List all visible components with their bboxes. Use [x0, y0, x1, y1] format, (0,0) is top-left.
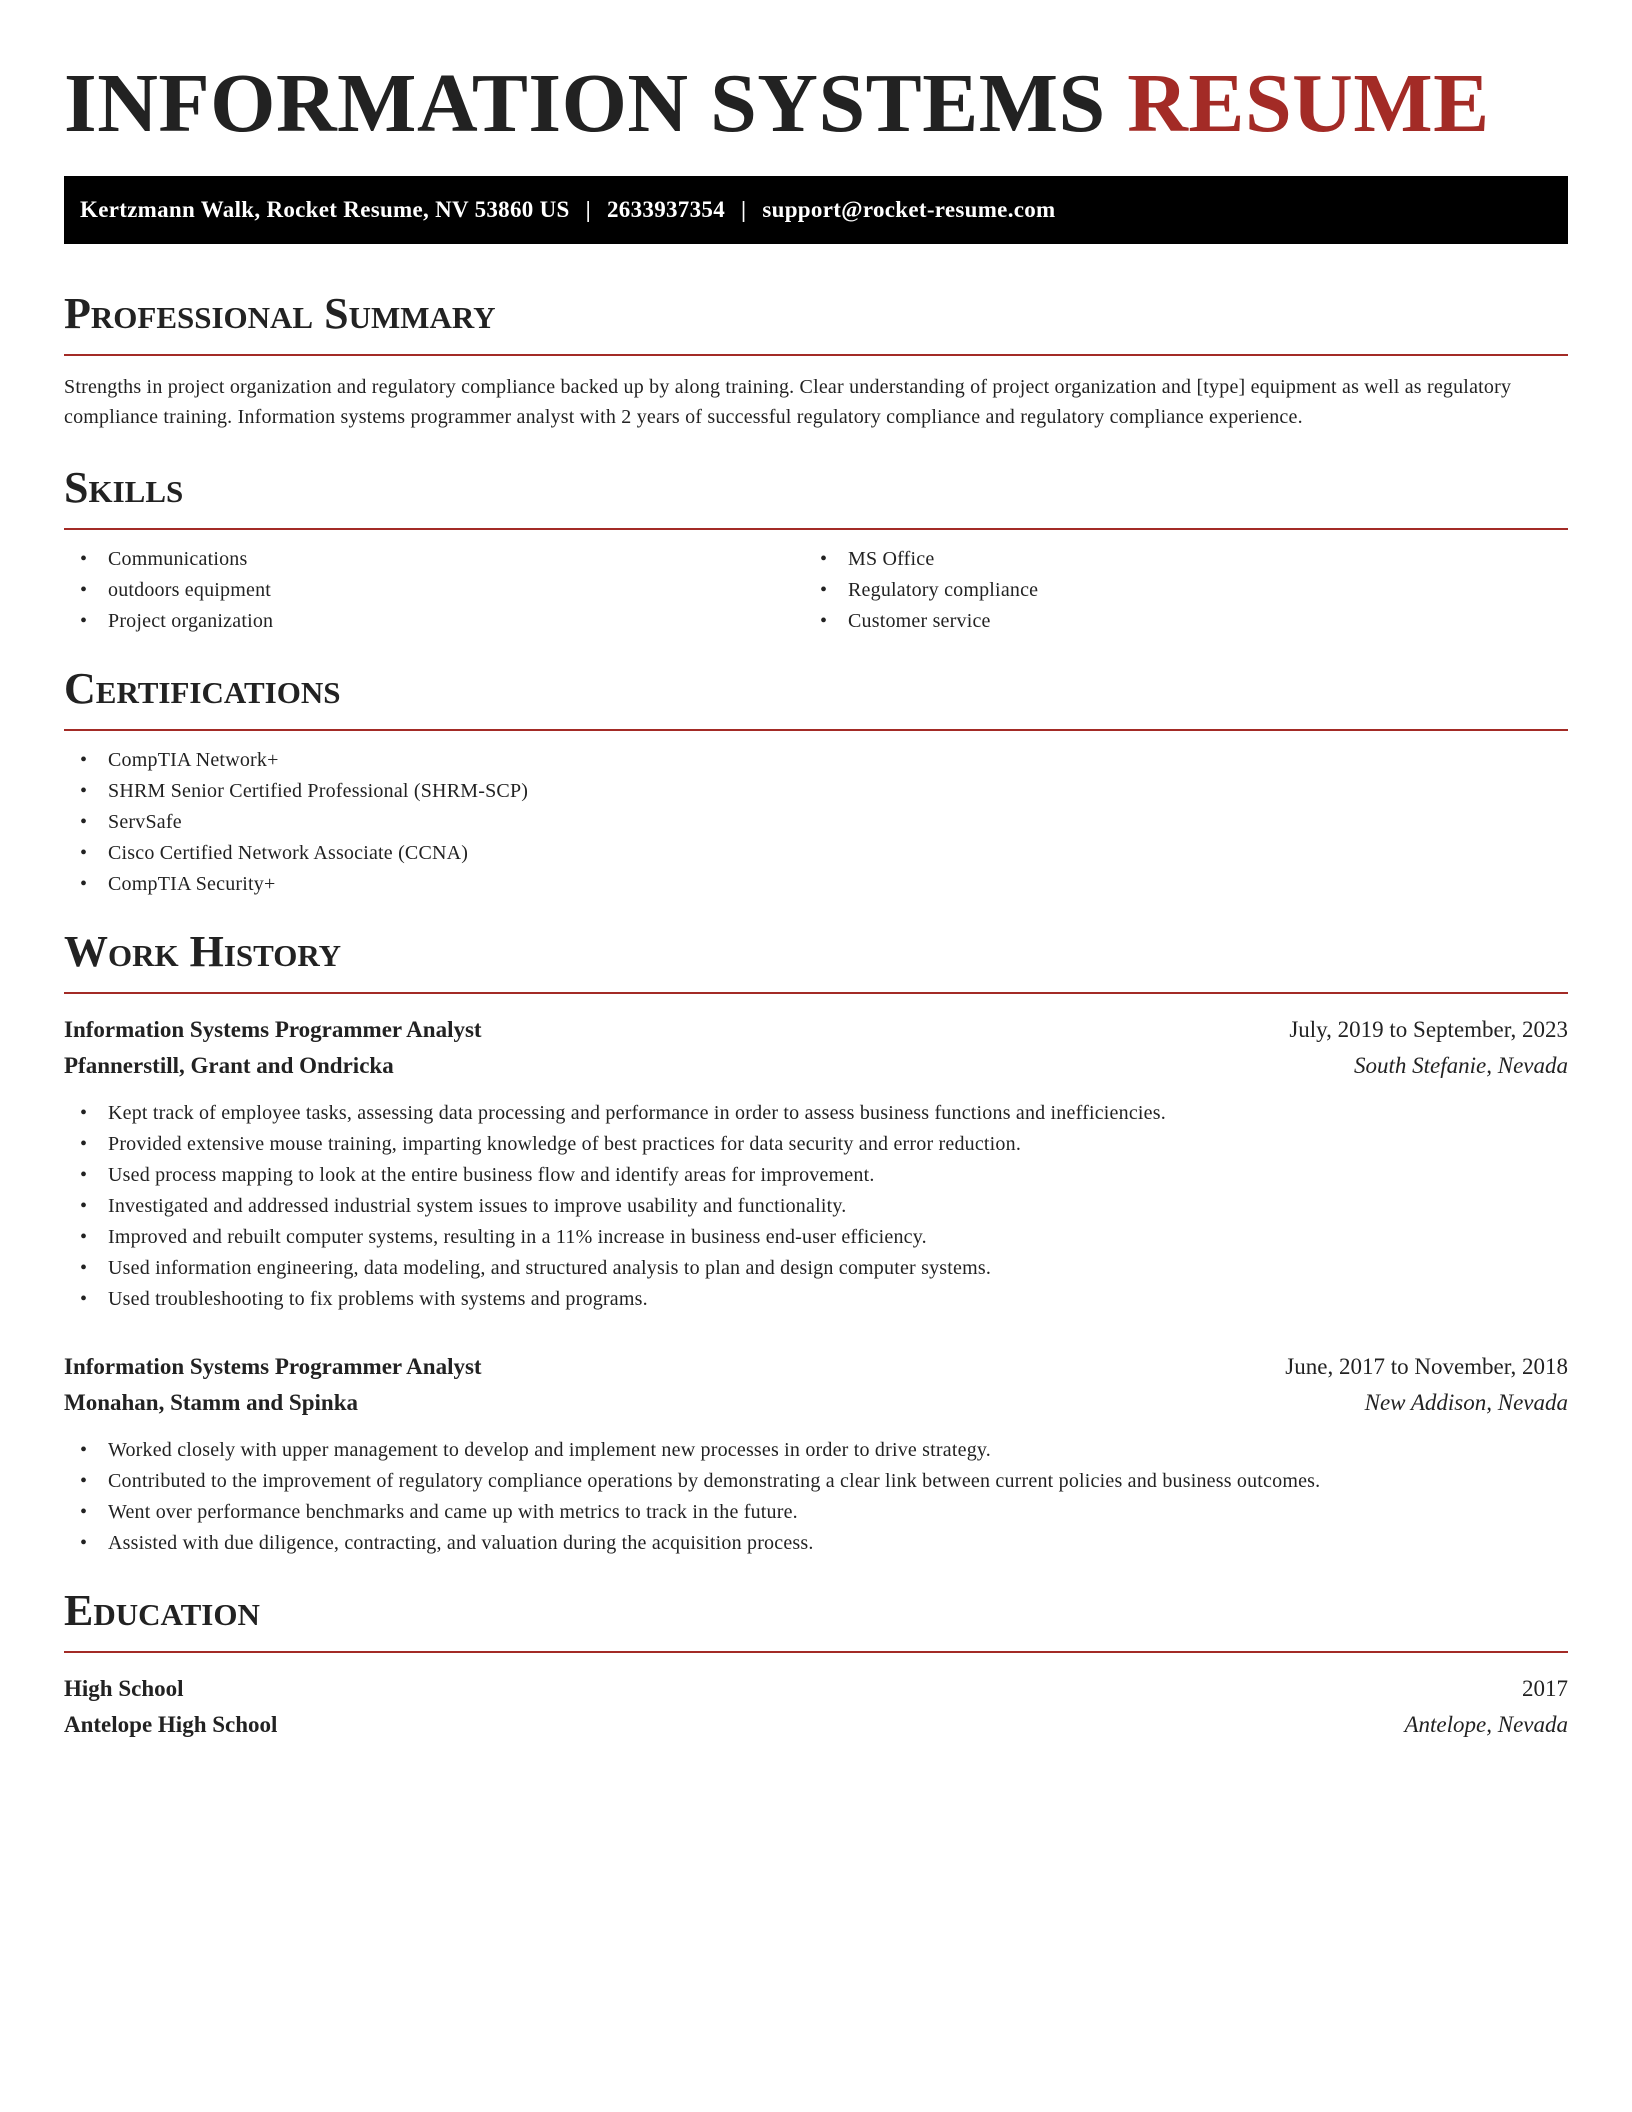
job-duty-item: • Went over performance benchmarks and came up with metrics to track in the future. [64, 1497, 1568, 1528]
section-divider [64, 992, 1568, 994]
skill-item: • outdoors equipment [64, 575, 804, 606]
skill-item: • MS Office [804, 544, 1544, 575]
bullet-icon: • [80, 1102, 88, 1124]
education-header-row [64, 1671, 1568, 1707]
job-duty-item: • Assisted with due diligence, contracting, and valuation during the acquisition process. [64, 1528, 1568, 1559]
resume-title [64, 54, 1568, 154]
job-company: Pfannerstill, Grant and Ondricka [64, 1053, 394, 1078]
job-company-row [64, 1048, 1568, 1084]
summary-text: Strengths in project organization and regulatory compliance backed up by along training. Clear understanding of project organization and [type] equipment as well as regulatory compliance training. Information systems programmer analyst with 2 years of successful regulatory compliance and regulatory compliance experience. [64, 376, 1512, 428]
bullet-icon: • [80, 1133, 88, 1155]
bullet-icon: • [80, 780, 88, 802]
bullet-icon: • [80, 610, 88, 632]
skill-item: • Communications [64, 544, 804, 575]
skills-list-right [804, 544, 1544, 637]
job-dates: June, 2017 to November, 2018 [1285, 1354, 1568, 1379]
education-school-row [64, 1707, 1568, 1743]
work-history-section [64, 926, 1568, 1559]
work-history-heading: Work History [64, 927, 342, 976]
bullet-icon: • [80, 1470, 88, 1492]
bullet-icon: • [80, 749, 88, 771]
bullet-icon: • [80, 1195, 88, 1217]
job-duties-list [64, 1098, 1568, 1315]
job-entry [64, 1349, 1568, 1559]
skill-item: • Customer service [804, 606, 1544, 637]
title-accent: RESUME [1127, 57, 1490, 150]
job-duty-item: • Contributed to the improvement of regulatory compliance operations by demonstrating a clear link between current policies and business outcomes. [64, 1466, 1568, 1497]
section-divider [64, 729, 1568, 731]
skills-heading: Skills [64, 463, 184, 512]
bullet-icon: • [80, 1226, 88, 1248]
bullet-icon: • [80, 1164, 88, 1186]
job-duty-item: • Used process mapping to look at the entire business flow and identify areas for improvement. [64, 1160, 1568, 1191]
certification-item: • CompTIA Security+ [64, 869, 1568, 900]
job-duty-item: • Investigated and addressed industrial system issues to improve usability and functionality. [64, 1191, 1568, 1222]
skills-grid [64, 530, 1568, 637]
contact-separator: | [741, 197, 747, 222]
job-company-row [64, 1385, 1568, 1421]
certifications-section [64, 663, 1568, 900]
education-year: 2017 [1522, 1676, 1568, 1701]
bullet-icon: • [80, 1501, 88, 1523]
job-location: South Stefanie, Nevada [1354, 1053, 1568, 1078]
job-entry [64, 1012, 1568, 1315]
bullet-icon: • [820, 548, 828, 570]
job-duty-item: • Provided extensive mouse training, imparting knowledge of best practices for data security and error reduction. [64, 1129, 1568, 1160]
job-title: Information Systems Programmer Analyst [64, 1017, 482, 1042]
section-divider [64, 354, 1568, 356]
certification-item: • ServSafe [64, 807, 1568, 838]
skills-list-left [64, 544, 804, 637]
bullet-icon: • [80, 548, 88, 570]
job-duty-item: • Used information engineering, data modeling, and structured analysis to plan and design computer systems. [64, 1253, 1568, 1284]
education-entry [64, 1671, 1568, 1743]
job-duty-item: • Used troubleshooting to fix problems with systems and programs. [64, 1284, 1568, 1315]
job-header-row [64, 1012, 1568, 1048]
bullet-icon: • [80, 873, 88, 895]
certifications-heading: Certifications [64, 664, 341, 713]
job-header-row [64, 1349, 1568, 1385]
skill-item: • Regulatory compliance [804, 575, 1544, 606]
contact-bar [64, 176, 1568, 244]
bullet-icon: • [820, 610, 828, 632]
bullet-icon: • [80, 1439, 88, 1461]
job-duty-item: • Kept track of employee tasks, assessing data processing and performance in order to assess business functions and inefficiencies. [64, 1098, 1568, 1129]
education-heading: Education [64, 1586, 260, 1635]
contact-phone[interactable]: 2633937354 [607, 197, 725, 222]
bullet-icon: • [820, 579, 828, 601]
job-title: Information Systems Programmer Analyst [64, 1354, 482, 1379]
job-duties-list [64, 1435, 1568, 1559]
certification-item: • CompTIA Network+ [64, 745, 1568, 776]
summary-section [64, 288, 1568, 432]
education-degree: High School [64, 1676, 184, 1701]
certification-item: • Cisco Certified Network Associate (CCNA) [64, 838, 1568, 869]
section-divider [64, 1651, 1568, 1653]
education-section [64, 1585, 1568, 1743]
bullet-icon: • [80, 842, 88, 864]
job-dates: July, 2019 to September, 2023 [1289, 1017, 1568, 1042]
bullet-icon: • [80, 1257, 88, 1279]
contact-email[interactable]: support@rocket-resume.com [762, 197, 1056, 222]
title-main: INFORMATION SYSTEMS [64, 57, 1106, 150]
skill-item: • Project organization [64, 606, 804, 637]
certifications-list [64, 745, 1568, 900]
bullet-icon: • [80, 579, 88, 601]
education-location: Antelope, Nevada [1404, 1712, 1568, 1737]
summary-heading: Professional Summary [64, 289, 496, 338]
skills-section [64, 462, 1568, 637]
job-duty-item: • Improved and rebuilt computer systems, resulting in a 11% increase in business end-user efficiency. [64, 1222, 1568, 1253]
bullet-icon: • [80, 811, 88, 833]
contact-address: Kertzmann Walk, Rocket Resume, NV 53860 US [80, 197, 570, 222]
bullet-icon: • [80, 1532, 88, 1554]
contact-separator: | [585, 197, 591, 222]
education-school: Antelope High School [64, 1712, 278, 1737]
certification-item: • SHRM Senior Certified Professional (SHRM-SCP) [64, 776, 1568, 807]
bullet-icon: • [80, 1288, 88, 1310]
job-location: New Addison, Nevada [1364, 1390, 1568, 1415]
job-company: Monahan, Stamm and Spinka [64, 1390, 358, 1415]
job-duty-item: • Worked closely with upper management to develop and implement new processes in order to drive strategy. [64, 1435, 1568, 1466]
